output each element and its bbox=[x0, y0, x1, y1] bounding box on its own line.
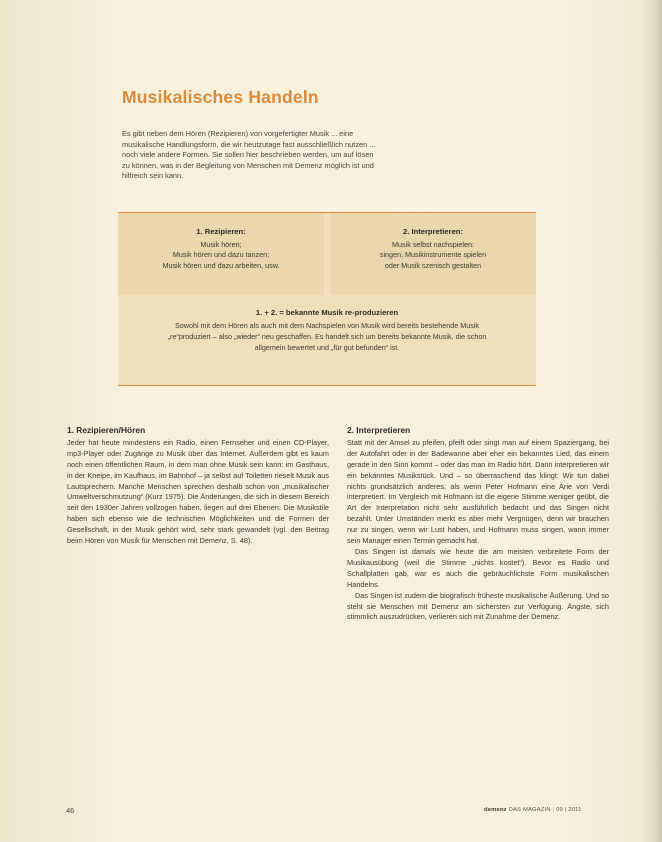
footer-separator: | bbox=[552, 807, 555, 813]
column-interpretieren-paragraph: Statt mit der Amsel zu pfeifen, pfeift oder singt man auf einem Spaziergang, bei der Autofahrt oder in der Badewanne aber eher ein bekanntes Lied, das einem gerade in den Sinn kommt – oder das man im Radio hört. Dann interpretieren wir ein bekanntes Musikstück. Und – so überraschend das klingt: Wir tun dabei nichts grundsätzlich anderes, als wenn Peter Hofmann eine Arie von Verdi interpretiert. Im Vergleich mit Hofmann ist die eigene Stimme weniger geübt, die Art der Interpretation nicht sehr ausführlich bedacht und das Singen nicht bezahlt. Unter Umständen merkt es aber mehr Vergnügen, denn wir brauchen nur zu singen, wenn wir Lust haben, und Hofmann muss singen, wann immer sein Manager einen Termin gemacht hat. bbox=[347, 437, 609, 546]
column-interpretieren-heading: 2. Interpretieren bbox=[347, 425, 411, 435]
info-box bbox=[118, 212, 536, 386]
combo-text: Sowohl mit dem Hören als auch mit dem Nachspielen von Musik wird bereits bestehende Musik „re“produziert – also „wieder“ neu geschaffen. Es handelt sich um bereits bekannte Musik, die schon allgemein bewertet und „für gut befunden“ ist. bbox=[167, 321, 487, 352]
page-number: 46 bbox=[66, 806, 75, 815]
cell-interpretieren-line: oder Musik szenisch gestalten bbox=[384, 260, 482, 270]
column-interpretieren-paragraph: Das Singen ist zudem die biografisch früheste musikalische Äußerung. Und so steht sie Menschen mit Demenz am sichersten zur Verfügung. Ängste, sich stimmlich auszudrücken, verlieren sich mit Zunahme der Demenz. bbox=[347, 590, 609, 622]
column-rezipieren-paragraph: Jeder hat heute mindestens ein Radio, einen Fernseher und einen CD-Player, mp3-Player oder Zugänge zu Musik über das Internet. Außerdem gibt es kaum noch einen öffentlichen Raum, in dem man ohne Musik sein kann: im Gasthaus, in der Kneipe, im Kaufhaus, im Bahnhof – ja selbst auf Toiletten rieselt Musik aus Lautsprechern. Manche Menschen sprechen deshalb schon von „musikalischer Umweltverschmutzung“ (Kurz 1975). Die Änderungen, die sich in diesem Bereich seit den 1930er Jahren vollzogen haben, liegen auf drei Ebenen: Die Musikstile haben sich ebenso wie die technischen Möglichkeiten und die Formen der Gesellschaft, in der Musik gehört wird, sehr stark gewandelt (vgl. den Beitrag beim Hören von Musik für Menschen mit Demenz, S. 48). bbox=[67, 437, 329, 546]
column-interpretieren-paragraph: Das Singen ist damals wie heute die am meisten verbreitete Form der Musikausübung (weil die Stimme „nichts kostet“). Bevor es Radio und Schallplatten gab, war es auch die gebräuchlichste Form musikalischen Handelns. bbox=[347, 546, 609, 589]
column-rezipieren-heading: 1. Rezipieren/Hören bbox=[67, 425, 146, 435]
footer-magazine: demenz bbox=[484, 807, 507, 813]
cell-rezipieren-line: Musik hören und dazu arbeiten, usw. bbox=[162, 260, 280, 270]
page-title: Musikalisches Handeln bbox=[122, 87, 319, 107]
cell-rezipieren-heading: 1. Rezipieren: bbox=[196, 227, 246, 236]
cell-rezipieren bbox=[118, 213, 324, 295]
intro-paragraph: Es gibt neben dem Hören (Rezipieren) von vorgefertigter Musik ... eine musikalische Handlungsform, die wir heutzutage fast ausschließlich nutzen ... noch viele andere Formen. Sie sollen hier beschrieben werden, um auf lösen zu können, was in der Begleitung von Menschen mit Demenz möglich ist und hilfreich sein kann. bbox=[122, 129, 376, 181]
cell-rezipieren-line: Musik hören; bbox=[200, 239, 242, 249]
footer-credit bbox=[484, 807, 582, 813]
footer-issue: DAS MAGAZIN bbox=[508, 807, 551, 813]
column-rezipieren bbox=[67, 425, 329, 547]
combo-heading: 1. + 2. = bekannte Musik re-produzieren bbox=[255, 308, 399, 317]
footer-date: 09 | 2011 bbox=[556, 807, 582, 813]
cell-interpretieren-line: singen, Musikinstrumente spielen bbox=[379, 250, 487, 259]
cell-interpretieren-heading: 2. Interpretieren: bbox=[403, 227, 463, 236]
column-interpretieren bbox=[347, 425, 609, 623]
cell-interpretieren-line: Musik selbst nachspielen: bbox=[392, 239, 474, 249]
page-fold-shadow bbox=[640, 0, 662, 842]
cell-rezipieren-line: Musik hören und dazu tanzen; bbox=[172, 250, 270, 259]
combo-section bbox=[118, 307, 536, 353]
cell-interpretieren bbox=[330, 213, 536, 295]
